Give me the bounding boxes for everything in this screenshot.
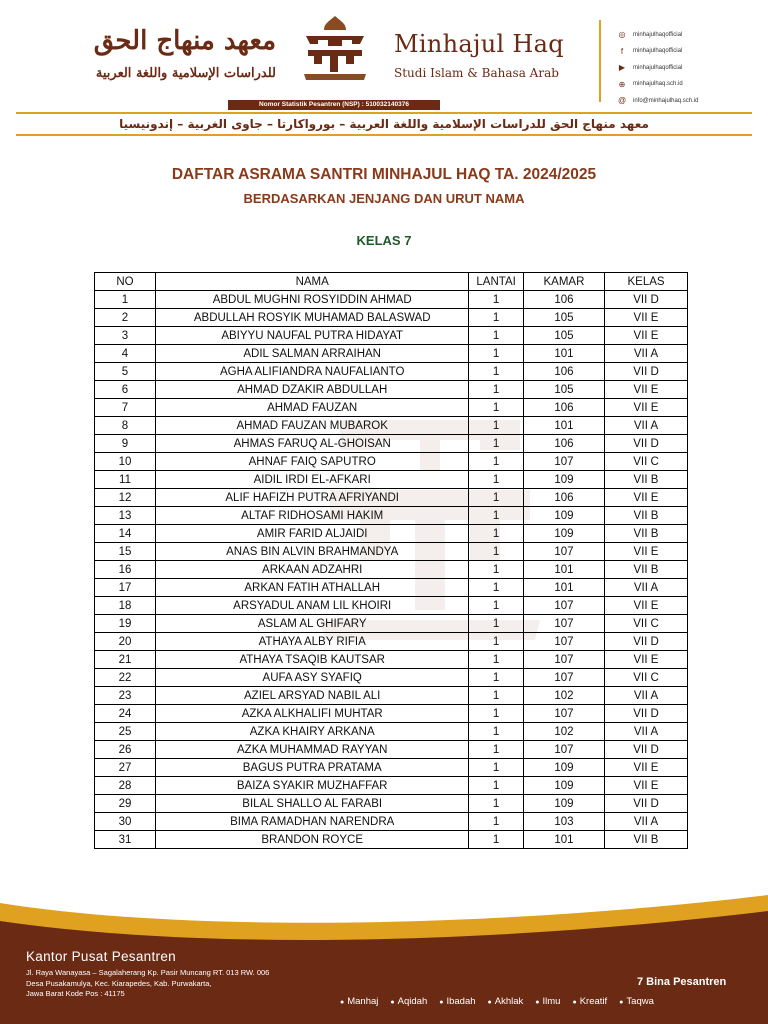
cell-nama: AZKA MUHAMMAD RAYYAN bbox=[156, 741, 469, 759]
cell-lantai: 1 bbox=[469, 633, 523, 651]
cell-nama: AZKA KHAIRY ARKANA bbox=[156, 723, 469, 741]
cell-kamar: 101 bbox=[523, 579, 604, 597]
cell-nama: AHMAS FARUQ AL-GHOISAN bbox=[156, 435, 469, 453]
cell-lantai: 1 bbox=[469, 831, 523, 849]
cell-lantai: 1 bbox=[469, 399, 523, 417]
cell-kamar: 109 bbox=[523, 507, 604, 525]
cell-kelas: VII B bbox=[605, 561, 688, 579]
value-item: ● Aqidah bbox=[390, 996, 427, 1007]
cell-kamar: 107 bbox=[523, 543, 604, 561]
table-row bbox=[95, 723, 688, 741]
cell-nama: ARKAAN ADZAHRI bbox=[156, 561, 469, 579]
cell-kelas: VII A bbox=[605, 723, 688, 741]
cell-no: 24 bbox=[95, 705, 156, 723]
cell-kelas: VII B bbox=[605, 525, 688, 543]
cell-nama: ABDUL MUGHNI ROSYIDDIN AHMAD bbox=[156, 291, 469, 309]
table-row bbox=[95, 759, 688, 777]
table-row bbox=[95, 345, 688, 363]
cell-kelas: VII D bbox=[605, 633, 688, 651]
cell-no: 23 bbox=[95, 687, 156, 705]
cell-kamar: 101 bbox=[523, 417, 604, 435]
cell-lantai: 1 bbox=[469, 687, 523, 705]
cell-kamar: 101 bbox=[523, 561, 604, 579]
table-row bbox=[95, 615, 688, 633]
cell-kelas: VII A bbox=[605, 687, 688, 705]
value-item: ● Ibadah bbox=[439, 996, 475, 1007]
cell-kamar: 109 bbox=[523, 759, 604, 777]
table-row bbox=[95, 525, 688, 543]
value-item: ● Ilmu bbox=[535, 996, 560, 1007]
cell-no: 18 bbox=[95, 597, 156, 615]
table-row bbox=[95, 741, 688, 759]
cell-nama: AHMAD FAUZAN MUBAROK bbox=[156, 417, 469, 435]
instagram-icon: ◎ bbox=[618, 30, 626, 39]
cell-kamar: 106 bbox=[523, 291, 604, 309]
cell-lantai: 1 bbox=[469, 741, 523, 759]
cell-no: 7 bbox=[95, 399, 156, 417]
cell-lantai: 1 bbox=[469, 579, 523, 597]
cell-lantai: 1 bbox=[469, 525, 523, 543]
cell-kelas: VII E bbox=[605, 759, 688, 777]
cell-nama: BAIZA SYAKIR MUZHAFFAR bbox=[156, 777, 469, 795]
cell-kelas: VII D bbox=[605, 363, 688, 381]
institute-logo bbox=[298, 14, 372, 84]
cell-nama: AMIR FARID ALJAIDI bbox=[156, 525, 469, 543]
cell-no: 15 bbox=[95, 543, 156, 561]
cell-nama: AHMAD DZAKIR ABDULLAH bbox=[156, 381, 469, 399]
cell-no: 12 bbox=[95, 489, 156, 507]
cell-no: 8 bbox=[95, 417, 156, 435]
cell-kelas: VII E bbox=[605, 327, 688, 345]
cell-kamar: 109 bbox=[523, 795, 604, 813]
table-row bbox=[95, 471, 688, 489]
contact-youtube[interactable] bbox=[617, 61, 698, 74]
arabic-institute-name: معهد منهاج الحق bbox=[93, 26, 276, 56]
brand-name: Minhajul Haq bbox=[394, 30, 564, 58]
table-row bbox=[95, 453, 688, 471]
address-line: Jl. Raya Wanayasa – Sagalaherang Kp. Pasir Muncang RT. 013 RW. 006 bbox=[26, 968, 270, 977]
col-header-kelas: KELAS bbox=[605, 273, 688, 291]
core-values-list bbox=[340, 996, 654, 1007]
arabic-institute-subtitle: للدراسات الإسلامية واللغة العربية bbox=[95, 66, 276, 81]
cell-kelas: VII D bbox=[605, 705, 688, 723]
cell-kelas: VII A bbox=[605, 345, 688, 363]
cell-nama: ARKAN FATIH ATHALLAH bbox=[156, 579, 469, 597]
table-row bbox=[95, 777, 688, 795]
address-line: Desa Pusakamulya, Kec. Kiarapedes, Kab. Purwakarta, bbox=[26, 978, 212, 988]
cell-kamar: 105 bbox=[523, 309, 604, 327]
contact-facebook[interactable] bbox=[617, 45, 698, 58]
cell-no: 3 bbox=[95, 327, 156, 345]
cell-nama: ALTAF RIDHOSAMI HAKIM bbox=[156, 507, 469, 525]
table-row bbox=[95, 561, 688, 579]
contact-text: minhajulhaqofficial bbox=[633, 48, 683, 54]
cell-no: 29 bbox=[95, 795, 156, 813]
cell-kamar: 107 bbox=[523, 705, 604, 723]
table-row bbox=[95, 633, 688, 651]
cell-kamar: 102 bbox=[523, 723, 604, 741]
cell-kelas: VII E bbox=[605, 543, 688, 561]
cell-lantai: 1 bbox=[469, 345, 523, 363]
table-row bbox=[95, 399, 688, 417]
col-header-no: NO bbox=[95, 273, 156, 291]
contact-text: minhajulhaq.sch.id bbox=[633, 81, 683, 87]
cell-no: 28 bbox=[95, 777, 156, 795]
cell-lantai: 1 bbox=[469, 723, 523, 741]
cell-nama: ATHAYA TSAQIB KAUTSAR bbox=[156, 651, 469, 669]
cell-kelas: VII D bbox=[605, 435, 688, 453]
web-icon: ⊕ bbox=[618, 79, 626, 89]
cell-lantai: 1 bbox=[469, 669, 523, 687]
table-row bbox=[95, 363, 688, 381]
cell-nama: BILAL SHALLO AL FARABI bbox=[156, 795, 469, 813]
bina-pesantren-label: 7 Bina Pesantren bbox=[637, 976, 727, 988]
cell-nama: ABDULLAH ROSYIK MUHAMAD BALASWAD bbox=[156, 309, 469, 327]
footer-address bbox=[26, 968, 269, 1000]
cell-nama: ANAS BIN ALVIN BRAHMANDYA bbox=[156, 543, 469, 561]
cell-nama: BAGUS PUTRA PRATAMA bbox=[156, 759, 469, 777]
cell-kelas: VII D bbox=[605, 291, 688, 309]
cell-kelas: VII B bbox=[605, 831, 688, 849]
contact-list bbox=[617, 28, 698, 111]
cell-lantai: 1 bbox=[469, 795, 523, 813]
table-row bbox=[95, 543, 688, 561]
table-row bbox=[95, 435, 688, 453]
cell-no: 11 bbox=[95, 471, 156, 489]
cell-kamar: 107 bbox=[523, 453, 604, 471]
cell-lantai: 1 bbox=[469, 309, 523, 327]
cell-nama: AUFA ASY SYAFIQ bbox=[156, 669, 469, 687]
cell-kamar: 106 bbox=[523, 489, 604, 507]
table-row bbox=[95, 327, 688, 345]
table-row bbox=[95, 705, 688, 723]
cell-nama: ASLAM AL GHIFARY bbox=[156, 615, 469, 633]
cell-kamar: 107 bbox=[523, 597, 604, 615]
header-divider bbox=[599, 20, 601, 102]
cell-no: 16 bbox=[95, 561, 156, 579]
table-body bbox=[95, 291, 688, 849]
cell-nama: ALIF HAFIZH PUTRA AFRIYANDI bbox=[156, 489, 469, 507]
cell-no: 30 bbox=[95, 813, 156, 831]
cell-kamar: 107 bbox=[523, 669, 604, 687]
cell-kamar: 107 bbox=[523, 651, 604, 669]
table-row bbox=[95, 651, 688, 669]
cell-kelas: VII E bbox=[605, 399, 688, 417]
table-row bbox=[95, 579, 688, 597]
cell-lantai: 1 bbox=[469, 435, 523, 453]
cell-kamar: 107 bbox=[523, 633, 604, 651]
cell-kelas: VII E bbox=[605, 651, 688, 669]
cell-kamar: 107 bbox=[523, 615, 604, 633]
value-item: ● Akhlak bbox=[488, 996, 524, 1007]
cell-lantai: 1 bbox=[469, 471, 523, 489]
cell-kelas: VII D bbox=[605, 795, 688, 813]
cell-kamar: 109 bbox=[523, 525, 604, 543]
cell-kelas: VII C bbox=[605, 453, 688, 471]
cell-no: 1 bbox=[95, 291, 156, 309]
col-header-kamar: KAMAR bbox=[523, 273, 604, 291]
table-row bbox=[95, 507, 688, 525]
cell-no: 19 bbox=[95, 615, 156, 633]
cell-no: 26 bbox=[95, 741, 156, 759]
cell-no: 9 bbox=[95, 435, 156, 453]
cell-lantai: 1 bbox=[469, 615, 523, 633]
cell-no: 31 bbox=[95, 831, 156, 849]
cell-no: 14 bbox=[95, 525, 156, 543]
table-row bbox=[95, 417, 688, 435]
cell-kamar: 106 bbox=[523, 399, 604, 417]
col-header-nama: NAMA bbox=[156, 273, 469, 291]
contact-email[interactable] bbox=[617, 94, 698, 107]
col-header-lantai: LANTAI bbox=[469, 273, 523, 291]
cell-no: 2 bbox=[95, 309, 156, 327]
cell-nama: BIMA RAMADHAN NARENDRA bbox=[156, 813, 469, 831]
table-row bbox=[95, 669, 688, 687]
letterhead bbox=[0, 0, 768, 135]
cell-no: 17 bbox=[95, 579, 156, 597]
cell-kelas: VII E bbox=[605, 597, 688, 615]
cell-kamar: 103 bbox=[523, 813, 604, 831]
cell-nama: AHNAF FAIQ SAPUTRO bbox=[156, 453, 469, 471]
cell-kelas: VII E bbox=[605, 381, 688, 399]
cell-kelas: VII E bbox=[605, 777, 688, 795]
value-item: ● Kreatif bbox=[572, 996, 607, 1007]
cell-lantai: 1 bbox=[469, 507, 523, 525]
cell-no: 25 bbox=[95, 723, 156, 741]
document-title: DAFTAR ASRAMA SANTRI MINHAJUL HAQ TA. 2024/2025 bbox=[171, 166, 597, 183]
table-row bbox=[95, 309, 688, 327]
brand-tagline: Studi Islam & Bahasa Arab bbox=[394, 66, 559, 80]
cell-no: 6 bbox=[95, 381, 156, 399]
arabic-address-bar: معهد منهاج الحق للدراسات الإسلامية واللغة العربية – بورواكارتا – جاوى الغربية – إندونيسيا bbox=[16, 112, 752, 136]
cell-nama: AZIEL ARSYAD NABIL ALI bbox=[156, 687, 469, 705]
cell-lantai: 1 bbox=[469, 543, 523, 561]
nsp-number: Nomor Statistik Pesantren (NSP) : 510032140376 bbox=[228, 100, 440, 110]
cell-kamar: 102 bbox=[523, 687, 604, 705]
cell-kelas: VII C bbox=[605, 669, 688, 687]
cell-kamar: 106 bbox=[523, 363, 604, 381]
cell-no: 10 bbox=[95, 453, 156, 471]
cell-nama: ATHAYA ALBY RIFIA bbox=[156, 633, 469, 651]
cell-nama: ARSYADUL ANAM LIL KHOIRI bbox=[156, 597, 469, 615]
cell-no: 4 bbox=[95, 345, 156, 363]
cell-nama: AGHA ALIFIANDRA NAUFALIANTO bbox=[156, 363, 469, 381]
table-header-row bbox=[95, 273, 688, 291]
cell-no: 20 bbox=[95, 633, 156, 651]
cell-nama: AZKA ALKHALIFI MUHTAR bbox=[156, 705, 469, 723]
cell-lantai: 1 bbox=[469, 291, 523, 309]
table-row bbox=[95, 831, 688, 849]
cell-kelas: VII E bbox=[605, 309, 688, 327]
cell-lantai: 1 bbox=[469, 651, 523, 669]
cell-no: 13 bbox=[95, 507, 156, 525]
cell-kelas: VII B bbox=[605, 507, 688, 525]
cell-no: 27 bbox=[95, 759, 156, 777]
address-line: Jawa Barat Kode Pos : 41175 bbox=[26, 989, 125, 998]
cell-lantai: 1 bbox=[469, 813, 523, 831]
contact-text: info@minhajulhaq.sch.id bbox=[633, 97, 699, 104]
value-item: ● Taqwa bbox=[619, 996, 654, 1007]
contact-instagram[interactable] bbox=[617, 28, 698, 41]
table-row bbox=[95, 489, 688, 507]
contact-text: minhajulhaqofficial bbox=[633, 64, 683, 71]
cell-no: 21 bbox=[95, 651, 156, 669]
kelas-heading: KELAS 7 bbox=[356, 233, 412, 248]
cell-kamar: 107 bbox=[523, 741, 604, 759]
cell-lantai: 1 bbox=[469, 705, 523, 723]
email-icon: @ bbox=[617, 96, 627, 105]
cell-kelas: VII C bbox=[605, 615, 688, 633]
table-row bbox=[95, 381, 688, 399]
document-subtitle: BERDASARKAN JENJANG DAN URUT NAMA bbox=[243, 191, 525, 206]
cell-lantai: 1 bbox=[469, 327, 523, 345]
cell-lantai: 1 bbox=[469, 453, 523, 471]
cell-lantai: 1 bbox=[469, 561, 523, 579]
cell-nama: AIDIL IRDI EL-AFKARI bbox=[156, 471, 469, 489]
cell-kamar: 106 bbox=[523, 435, 604, 453]
table-row bbox=[95, 291, 688, 309]
table-row bbox=[95, 687, 688, 705]
cell-lantai: 1 bbox=[469, 417, 523, 435]
cell-no: 22 bbox=[95, 669, 156, 687]
cell-nama: AHMAD FAUZAN bbox=[156, 399, 469, 417]
cell-kelas: VII A bbox=[605, 417, 688, 435]
cell-lantai: 1 bbox=[469, 759, 523, 777]
contact-website[interactable] bbox=[617, 78, 698, 91]
cell-kelas: VII D bbox=[605, 741, 688, 759]
cell-kelas: VII A bbox=[605, 813, 688, 831]
cell-lantai: 1 bbox=[469, 381, 523, 399]
cell-nama: ABIYYU NAUFAL PUTRA HIDAYAT bbox=[156, 327, 469, 345]
contact-text: minhajulhaqofficial bbox=[633, 31, 683, 38]
value-item: ● Manhaj bbox=[340, 996, 378, 1007]
cell-kamar: 105 bbox=[523, 327, 604, 345]
table-row bbox=[95, 795, 688, 813]
table-row bbox=[95, 597, 688, 615]
cell-kelas: VII A bbox=[605, 579, 688, 597]
cell-no: 5 bbox=[95, 363, 156, 381]
table-row bbox=[95, 813, 688, 831]
cell-kamar: 101 bbox=[523, 345, 604, 363]
footer-title: Kantor Pusat Pesantren bbox=[26, 949, 176, 964]
cell-nama: ADIL SALMAN ARRAIHAN bbox=[156, 345, 469, 363]
dormitory-table bbox=[94, 272, 688, 849]
cell-lantai: 1 bbox=[469, 777, 523, 795]
cell-lantai: 1 bbox=[469, 363, 523, 381]
cell-kelas: VII B bbox=[605, 471, 688, 489]
cell-kamar: 109 bbox=[523, 777, 604, 795]
youtube-icon: ▶ bbox=[618, 63, 626, 72]
cell-kelas: VII E bbox=[605, 489, 688, 507]
cell-kamar: 105 bbox=[523, 381, 604, 399]
cell-kamar: 109 bbox=[523, 471, 604, 489]
cell-lantai: 1 bbox=[469, 597, 523, 615]
cell-kamar: 101 bbox=[523, 831, 604, 849]
facebook-icon: f bbox=[620, 46, 624, 56]
cell-nama: BRANDON ROYCE bbox=[156, 831, 469, 849]
cell-lantai: 1 bbox=[469, 489, 523, 507]
